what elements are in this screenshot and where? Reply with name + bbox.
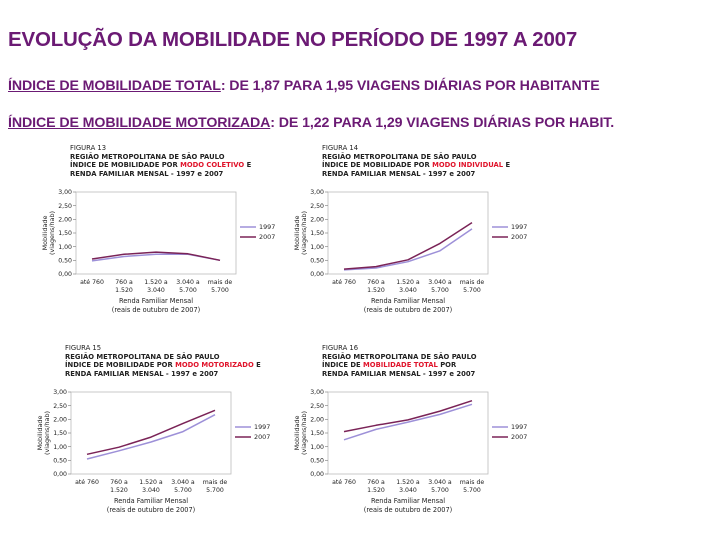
caption-mode-highlight: MODO MOTORIZADO (175, 361, 254, 370)
x-tick-label: 5.700 (174, 487, 192, 494)
legend-label-2007: 2007 (259, 233, 276, 242)
caption-income: RENDA FAMILIAR MENSAL - 1997 e 2007 (65, 369, 219, 378)
y-tick-label: 1,50 (58, 230, 72, 238)
x-tick-label: 3.040 a (428, 479, 452, 486)
y-axis-label: Mobilidade (36, 415, 44, 451)
x-tick-label: 5.700 (431, 287, 449, 294)
caption-mode-highlight: MOBILIDADE TOTAL (363, 361, 438, 370)
x-tick-label: 1.520 (115, 287, 133, 294)
caption-mode-highlight: MODO COLETIVO (180, 161, 245, 170)
y-axis-label-units: (viagens/hab) (300, 410, 308, 456)
y-tick-label: 0,00 (53, 471, 67, 479)
caption-index-a: ÍNDICE DE (322, 361, 364, 370)
y-tick-label: 1,00 (58, 243, 72, 251)
y-tick-label: 2,00 (53, 416, 67, 424)
x-tick-label: mais de (459, 479, 485, 486)
caption-mode-highlight: MODO INDIVIDUAL (432, 161, 504, 170)
x-tick-label: 760 a (367, 479, 385, 486)
y-axis-label-units: (viagens/hab) (300, 210, 308, 256)
line-chart-individual (292, 144, 552, 334)
x-tick-label: 3.040 (399, 287, 417, 294)
y-tick-label: 2,00 (58, 216, 72, 224)
x-tick-label: 5.700 (206, 487, 224, 494)
caption-income: RENDA FAMILIAR MENSAL - 1997 e 2007 (322, 369, 476, 378)
y-tick-label: 3,00 (53, 389, 67, 397)
caption-index-b: POR (437, 361, 457, 370)
x-tick-label: até 760 (332, 279, 356, 286)
x-tick-label: mais de (202, 479, 228, 486)
series-line-1997 (344, 404, 472, 440)
y-tick-label: 0,50 (58, 257, 72, 265)
chart-panel-motorized (35, 344, 295, 534)
page-title: EVOLUÇÃO DA MOBILIDADE NO PERÍODO DE 1997 A 2007 (8, 28, 578, 51)
x-axis-label-units: (reais de outubro de 2007) (106, 506, 196, 514)
y-tick-label: 1,00 (310, 243, 324, 251)
figure-number: FIGURA 13 (70, 144, 107, 152)
y-tick-label: 3,00 (58, 189, 72, 197)
x-axis-label-units: (reais de outubro de 2007) (111, 306, 201, 314)
x-axis-label: Renda Familiar Mensal (113, 497, 189, 505)
total-mobility-label: ÍNDICE DE MOBILIDADE TOTAL (8, 78, 221, 94)
y-tick-label: 0,50 (53, 457, 67, 465)
y-tick-label: 0,50 (310, 257, 324, 265)
legend-label-2007: 2007 (511, 233, 528, 242)
y-axis-label-units: (viagens/hab) (43, 410, 51, 456)
x-tick-label: 5.700 (463, 487, 481, 494)
series-line-1997 (92, 254, 220, 261)
x-tick-label: 5.700 (463, 287, 481, 294)
y-tick-label: 0,00 (310, 471, 324, 479)
figure-number: FIGURA 16 (322, 344, 359, 352)
y-tick-label: 2,50 (58, 202, 72, 210)
x-tick-label: até 760 (75, 479, 99, 486)
y-tick-label: 2,50 (310, 402, 324, 410)
y-tick-label: 3,00 (310, 389, 324, 397)
caption-income: RENDA FAMILIAR MENSAL - 1997 e 2007 (322, 169, 476, 178)
x-axis-label-units: (reais de outubro de 2007) (363, 506, 453, 514)
motorized-mobility-line (8, 115, 614, 131)
figure-number: FIGURA 14 (322, 144, 359, 152)
series-line-2007 (344, 401, 472, 432)
legend-label-2007: 2007 (511, 433, 528, 442)
caption-income: RENDA FAMILIAR MENSAL - 1997 e 2007 (70, 169, 224, 178)
y-tick-label: 1,00 (53, 443, 67, 451)
x-tick-label: 760 a (367, 279, 385, 286)
x-tick-label: 760 a (110, 479, 128, 486)
line-chart-total (292, 344, 552, 534)
x-tick-label: até 760 (80, 279, 104, 286)
x-tick-label: 3.040 a (428, 279, 452, 286)
x-tick-label: mais de (207, 279, 233, 286)
plot-area (76, 192, 236, 274)
caption-index-b: E (253, 361, 261, 370)
caption-index-a: ÍNDICE DE MOBILIDADE POR (65, 361, 176, 370)
caption-region: REGIÃO METROPOLITANA DE SÃO PAULO (65, 352, 220, 361)
x-tick-label: 3.040 a (171, 479, 195, 486)
caption-region: REGIÃO METROPOLITANA DE SÃO PAULO (322, 152, 477, 161)
caption-region: REGIÃO METROPOLITANA DE SÃO PAULO (70, 152, 225, 161)
x-tick-label: 1.520 a (396, 279, 420, 286)
x-axis-label-units: (reais de outubro de 2007) (363, 306, 453, 314)
chart-panel-individual (292, 144, 552, 334)
motorized-mobility-text: : DE 1,22 PARA 1,29 VIAGENS DIÁRIAS POR HABIT. (270, 115, 615, 131)
y-tick-label: 1,50 (310, 430, 324, 438)
y-tick-label: 1,50 (310, 230, 324, 238)
line-chart-collective (40, 144, 300, 334)
y-axis-label: Mobilidade (293, 215, 301, 251)
x-tick-label: 5.700 (179, 287, 197, 294)
y-tick-label: 2,00 (310, 216, 324, 224)
legend-label-1997: 1997 (254, 423, 271, 432)
x-tick-label: 3.040 (399, 487, 417, 494)
y-axis-label-units: (viagens/hab) (48, 210, 56, 256)
x-tick-label: 1.520 (367, 287, 385, 294)
legend-label-1997: 1997 (259, 223, 276, 232)
x-tick-label: 760 a (115, 279, 133, 286)
y-tick-label: 0,50 (310, 457, 324, 465)
y-axis-label: Mobilidade (41, 215, 49, 251)
x-tick-label: até 760 (332, 479, 356, 486)
plot-area (71, 392, 231, 474)
x-tick-label: mais de (459, 279, 485, 286)
x-tick-label: 3.040 (147, 287, 165, 294)
total-mobility-text: : DE 1,87 PARA 1,95 VIAGENS DIÁRIAS POR HABITANTE (220, 78, 600, 94)
y-tick-label: 3,00 (310, 189, 324, 197)
x-tick-label: 5.700 (211, 287, 229, 294)
figure-number: FIGURA 15 (65, 344, 102, 352)
y-tick-label: 2,50 (53, 402, 67, 410)
y-tick-label: 0,00 (310, 271, 324, 279)
y-tick-label: 2,00 (310, 416, 324, 424)
chart-panel-collective (40, 144, 300, 334)
x-tick-label: 5.700 (431, 487, 449, 494)
series-line-2007 (87, 410, 215, 454)
caption-index-b: E (503, 161, 511, 170)
x-tick-label: 3.040 (142, 487, 160, 494)
y-tick-label: 1,00 (310, 443, 324, 451)
x-axis-label: Renda Familiar Mensal (118, 297, 194, 305)
x-tick-label: 1.520 a (396, 479, 420, 486)
legend-label-1997: 1997 (511, 423, 528, 432)
caption-index-a: ÍNDICE DE MOBILIDADE POR (70, 161, 181, 170)
x-axis-label: Renda Familiar Mensal (370, 297, 446, 305)
x-tick-label: 1.520 (367, 487, 385, 494)
total-mobility-line (8, 78, 600, 94)
x-tick-label: 1.520 (110, 487, 128, 494)
caption-region: REGIÃO METROPOLITANA DE SÃO PAULO (322, 352, 477, 361)
x-axis-label: Renda Familiar Mensal (370, 497, 446, 505)
motorized-mobility-label: ÍNDICE DE MOBILIDADE MOTORIZADA (8, 115, 271, 131)
caption-index-b: E (244, 161, 252, 170)
legend-label-2007: 2007 (254, 433, 271, 442)
y-axis-label: Mobilidade (293, 415, 301, 451)
chart-panel-total (292, 344, 552, 534)
legend-label-1997: 1997 (511, 223, 528, 232)
x-tick-label: 3.040 a (176, 279, 200, 286)
y-tick-label: 2,50 (310, 202, 324, 210)
y-tick-label: 1,50 (53, 430, 67, 438)
line-chart-motorized (35, 344, 295, 534)
x-tick-label: 1.520 a (144, 279, 168, 286)
x-tick-label: 1.520 a (139, 479, 163, 486)
series-line-2007 (92, 252, 220, 260)
y-tick-label: 0,00 (58, 271, 72, 279)
plot-area (328, 392, 488, 474)
caption-index-a: ÍNDICE DE MOBILIDADE POR (322, 161, 433, 170)
